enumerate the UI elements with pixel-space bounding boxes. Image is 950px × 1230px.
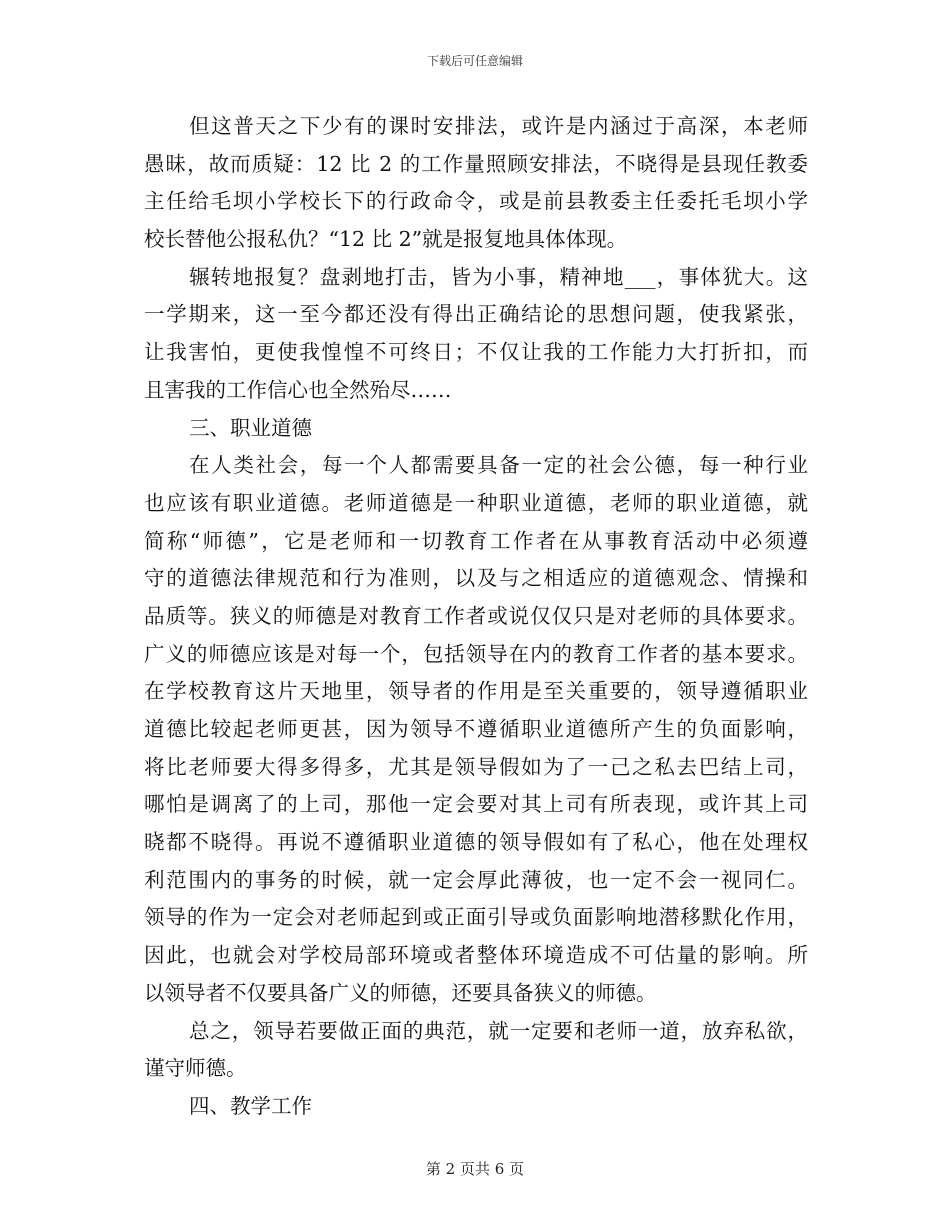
text-line: 让我害怕，更使我惶惶不可终日；不仅让我的工作能力大打折扣，而 (144, 340, 808, 365)
text-line: 辗转地报复？盘剥地打击，皆为小事，精神地___，事体犹大。这 (189, 264, 808, 289)
text-line: 在学校教育这片天地里，领导者的作用是至关重要的，领导遵循职业 (144, 679, 808, 704)
document-body (144, 108, 808, 1126)
text-line: 主任给毛坝小学校长下的行政命令，或是前县教委主任委托毛坝小学 (144, 189, 808, 214)
text-line: 领导的作为一定会对老师起到或正面引导或负面影响地潜移默化作用， (144, 905, 808, 930)
text-line: 品质等。狭义的师德是对教育工作者或说仅仅只是对老师的具体要求。 (144, 603, 808, 628)
text-line: 晓都不晓得。再说不遵循职业道德的领导假如有了私心，他在处理权 (144, 830, 808, 855)
text-line: 愚昧，故而质疑：12 比 2 的工作量照顾安排法，不晓得是县现任教委 (144, 151, 808, 176)
paragraph (144, 1013, 808, 1088)
section-heading (144, 1088, 808, 1126)
text-line: 校长替他公报私仇？“12 比 2”就是报复地具体体现。 (144, 227, 628, 252)
text-line: 守的道德法律规范和行为准则，以及与之相适应的道德观念、情操和 (144, 566, 808, 591)
section-heading-text: 三、职业道德 (189, 415, 312, 440)
text-line: 一学期来，这一至今都还没有得出正确结论的思想问题，使我紧张， (144, 302, 808, 327)
page-footer: 第 2 页共 6 页 (425, 1160, 525, 1178)
text-line: 广义的师德应该是对每一个，包括领导在内的教育工作者的基本要求。 (144, 641, 808, 666)
text-line: 因此，也就会对学校局部环境或者整体环境造成不可估量的影响。所 (144, 943, 808, 968)
text-line: 且害我的工作信心也全然殆尽…… (144, 377, 452, 402)
text-line: 以领导者不仅要具备广义的师德，还要具备狭义的师德。 (144, 980, 657, 1005)
section-heading (144, 410, 808, 448)
paragraph (144, 108, 808, 259)
text-line: 总之，领导若要做正面的典范，就一定要和老师一道，放弃私欲， (189, 1018, 808, 1043)
text-line: 也应该有职业道德。老师道德是一种职业道德，老师的职业道德，就 (144, 490, 808, 515)
text-line: 简称“师德”，它是老师和一切教育工作者在从事教育活动中必须遵 (144, 528, 808, 553)
text-line: 道德比较起老师更甚，因为领导不遵循职业道德所产生的负面影响， (144, 717, 808, 741)
paragraph (144, 447, 808, 1012)
section-heading-text: 四、教学工作 (189, 1093, 312, 1118)
text-line: 利范围内的事务的时候，就一定会厚此薄彼，也一定不会一视同仁。 (144, 867, 808, 892)
text-line: 哪怕是调离了的上司，那他一定会要对其上司有所表现，或许其上司 (144, 792, 808, 817)
page-header: 下载后可任意编辑 (426, 54, 523, 68)
text-line: 谨守师德。 (144, 1056, 247, 1081)
text-line: 在人类社会，每一个人都需要具备一定的社会公德，每一种行业 (189, 453, 808, 478)
text-line: 将比老师要大得多得多，尤其是领导假如为了一己之私去巴结上司， (144, 754, 808, 779)
paragraph (144, 259, 808, 410)
text-line: 但这普天之下少有的课时安排法，或许是内涵过于高深，本老师 (189, 114, 808, 138)
